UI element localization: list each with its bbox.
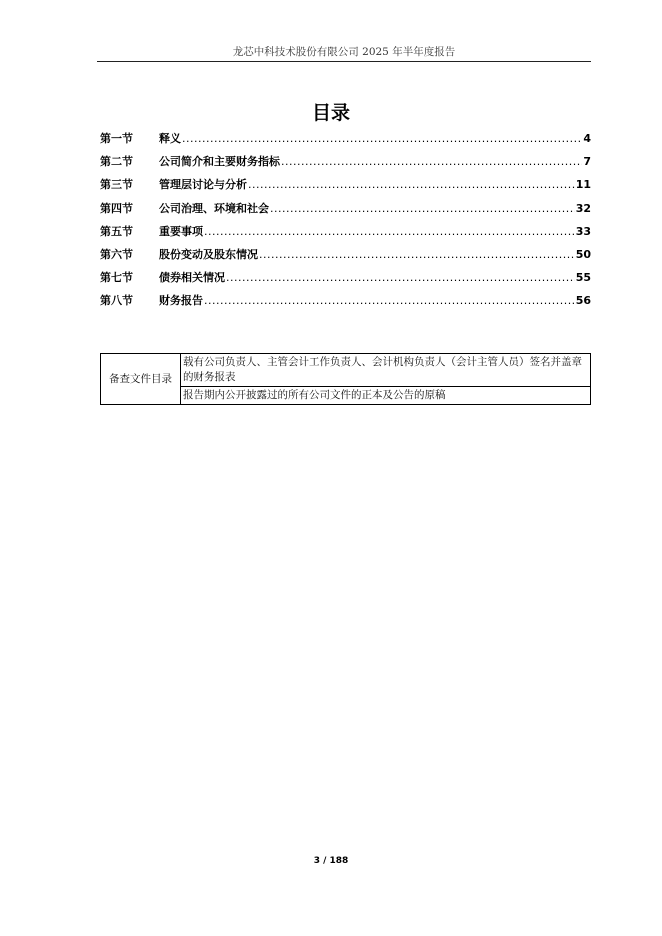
- toc-leader-dots: [204, 294, 575, 307]
- toc-entry[interactable]: [100, 223, 591, 246]
- toc-leader-dots: [270, 202, 575, 215]
- reference-docs-label: 备查文件目录: [101, 354, 181, 405]
- reference-doc-item: 载有公司负责人、主管会计工作负责人、会计机构负责人（会计主管人员）签名并盖章的财务报表: [181, 354, 591, 387]
- toc-entry[interactable]: [100, 130, 591, 153]
- toc-entry[interactable]: [100, 292, 591, 315]
- toc-leader-dots: [182, 132, 582, 145]
- toc-entry-page: 56: [575, 294, 591, 308]
- toc-entry[interactable]: [100, 153, 591, 176]
- toc-entry-name: 重要事项: [159, 224, 203, 238]
- toc-title: 目录: [311, 102, 350, 124]
- toc-entry-name: 管理层讨论与分析: [159, 178, 247, 192]
- toc-entry[interactable]: [100, 176, 591, 199]
- toc-entry-number: 第四节: [100, 201, 133, 215]
- toc-entry-page: 33: [575, 224, 591, 238]
- toc-leader-dots: [281, 155, 582, 168]
- toc-entry-number: 第八节: [100, 294, 133, 308]
- toc-entry-number: 第三节: [100, 178, 133, 192]
- toc-leader-dots: [259, 248, 575, 261]
- toc-entry-name: 释义: [159, 132, 181, 145]
- toc-entry-page: 55: [575, 271, 591, 285]
- toc-entry-name: 公司治理、环境和社会: [159, 201, 269, 215]
- toc-entry-page: 32: [575, 201, 591, 215]
- toc-entry-number: 第一节: [100, 132, 133, 145]
- toc-entry[interactable]: [100, 200, 591, 223]
- header-title: 龙芯中科技术股份有限公司 2025 年半年度报告: [232, 46, 456, 58]
- toc-entry[interactable]: [100, 246, 591, 269]
- toc-entry-page: 4: [583, 132, 591, 145]
- toc-entry-name: 财务报告: [159, 294, 203, 308]
- toc-entry-number: 第七节: [100, 271, 133, 285]
- toc-leader-dots: [226, 271, 575, 284]
- page-number: 3 / 188: [313, 856, 349, 866]
- table-of-contents: [100, 130, 591, 316]
- reference-doc-item: 报告期内公开披露过的所有公司文件的正本及公告的原稿: [181, 387, 591, 405]
- toc-entry[interactable]: [100, 269, 591, 292]
- toc-entry-name: 债券相关情况: [159, 271, 225, 285]
- toc-entry-number: 第五节: [100, 224, 133, 238]
- toc-entry-name: 股份变动及股东情况: [159, 247, 258, 261]
- toc-leader-dots: [248, 178, 575, 191]
- toc-entry-page: 50: [575, 247, 591, 261]
- toc-entry-number: 第六节: [100, 247, 133, 261]
- header-divider: [97, 61, 591, 62]
- toc-entry-page: 11: [575, 178, 591, 192]
- toc-entry-name: 公司简介和主要财务指标: [159, 155, 280, 169]
- toc-entry-page: 7: [583, 155, 591, 169]
- table-row: [101, 354, 591, 387]
- reference-documents-table: [100, 353, 591, 405]
- toc-entry-number: 第二节: [100, 155, 133, 169]
- toc-leader-dots: [204, 225, 575, 238]
